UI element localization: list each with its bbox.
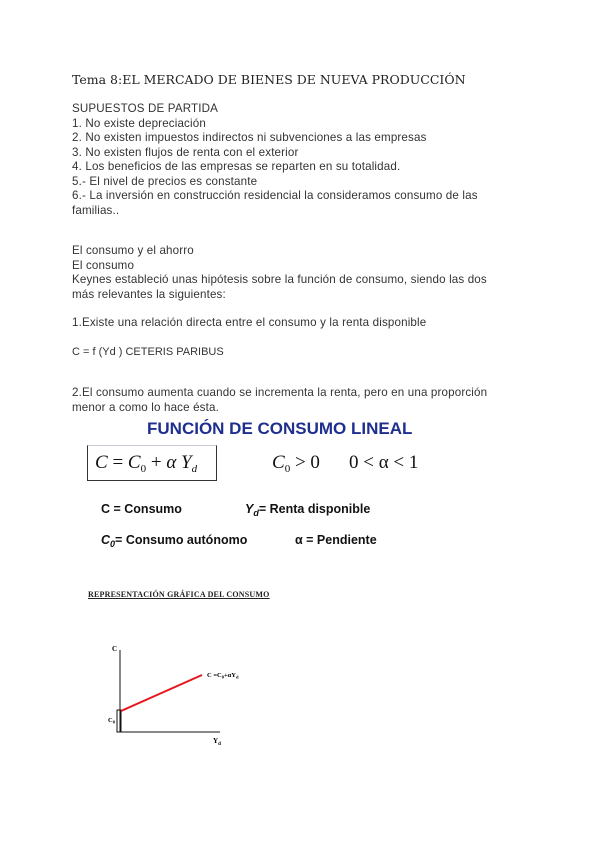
line-label: $C =C_0+\alpha Y_d$ bbox=[207, 672, 239, 680]
graph-title: REPRESENTACIÓN GRÁFICA DEL CONSUMO bbox=[88, 590, 270, 599]
def-renta: $Y_d=$ Renta disponible bbox=[245, 502, 371, 518]
section-subheading: El consumo bbox=[72, 258, 135, 272]
section-heading: El consumo y el ahorro bbox=[72, 244, 194, 257]
intro-text: más relevantes la siguientes: bbox=[72, 287, 226, 301]
supuesto-item: 1. No existe depreciación bbox=[72, 116, 206, 130]
supuesto-item: 6.- La inversión en construcción residencial la consideramos consumo de las bbox=[72, 189, 478, 202]
def-pendiente: α = Pendiente bbox=[295, 533, 377, 547]
page-title: Tema 8:EL MERCADO DE BIENES DE NUEVA PRODUCCIÓN bbox=[72, 72, 466, 87]
condition-alpha: 0 < α < 1 bbox=[349, 452, 419, 473]
linear-equation: $C = C_0 + \alpha$ $Y_d$ bbox=[95, 452, 198, 475]
def-autonomo: $C_0=$ Consumo autónomo bbox=[101, 533, 248, 549]
hypothesis-1: 1.Existe una relación directa entre el consumo y la renta disponible bbox=[72, 316, 427, 329]
supuesto-item: 4. Los beneficios de las empresas se reparten en su totalidad. bbox=[72, 160, 401, 173]
consumption-formula: C = f (Yd ) CETERIS PARIBUS bbox=[72, 346, 224, 358]
consumption-line bbox=[121, 675, 202, 711]
hypothesis-2: menor a como lo hace ésta. bbox=[72, 400, 219, 414]
def-consumo: C = Consumo bbox=[101, 502, 182, 516]
supuesto-item: 3. No existen flujos de renta con el exterior bbox=[72, 145, 299, 159]
supuesto-item: familias.. bbox=[72, 203, 120, 217]
supuestos-heading: SUPUESTOS DE PARTIDA bbox=[72, 102, 219, 115]
hypothesis-2: 2.El consumo aumenta cuando se incrementa la renta, pero en una proporción bbox=[72, 386, 488, 399]
supuesto-item: 5.- El nivel de precios es constante bbox=[72, 174, 258, 188]
condition-c0: $C_0 > 0$ bbox=[272, 452, 320, 475]
intro-text: Keynes estableció unas hipótesis sobre la función de consumo, siendo las dos bbox=[72, 273, 487, 286]
y-axis-label: C bbox=[112, 645, 118, 653]
x-axis-label: $Y_d$ bbox=[213, 737, 221, 747]
c0-label: $C_0$ bbox=[108, 717, 115, 725]
formula-title: FUNCIÓN DE CONSUMO LINEAL bbox=[147, 419, 413, 438]
supuesto-item: 2. No existen impuestos indirectos ni subvenciones a las empresas bbox=[72, 131, 427, 144]
